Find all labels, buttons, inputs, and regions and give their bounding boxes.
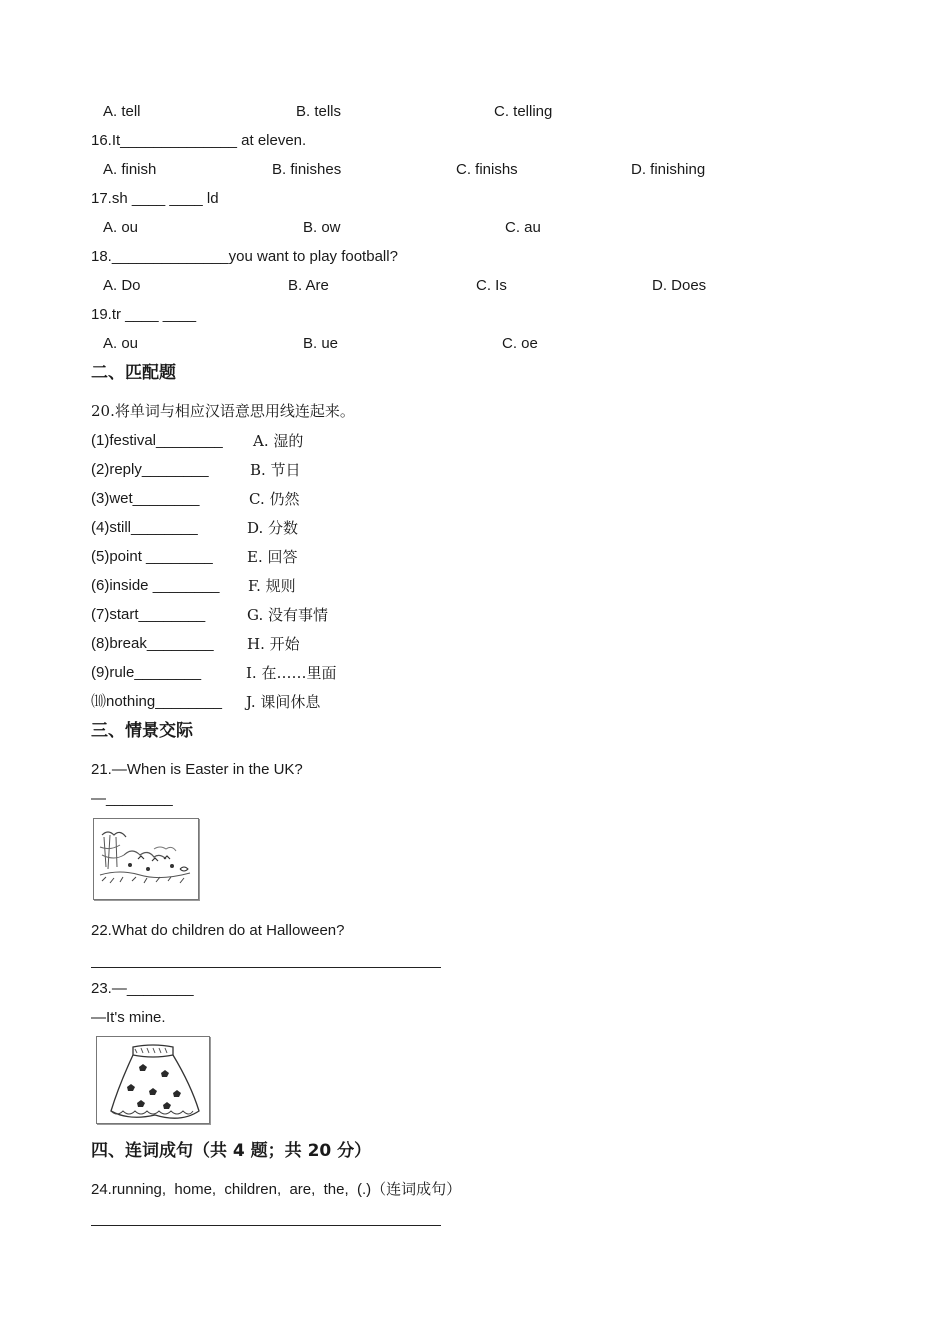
q22-stem: 22.What do children do at Halloween? [91,922,345,939]
match-left-9[interactable]: (9)rule________ [91,664,202,681]
match-right-j[interactable]: J. 课间休息 [246,693,321,711]
match-left-7[interactable]: (7)start________ [91,606,206,623]
q17-option-c[interactable]: C. au [505,219,541,236]
match-right-d[interactable]: D. 分数 [247,519,299,537]
q21-stem: 21.—When is Easter in the UK? [91,761,303,778]
easter-spring-scene-image [93,818,199,900]
match-right-i[interactable]: I. 在……里面 [246,664,337,682]
spring-scene-sketch [94,819,198,899]
match-left-8[interactable]: (8)break________ [91,635,214,652]
q17-stem: 17.sh ____ ____ ld [91,190,219,207]
match-right-h[interactable]: H. 开始 [247,635,300,653]
skirt-sketch [97,1037,209,1123]
match-right-c[interactable]: C. 仍然 [249,490,300,508]
section-3-heading: 三、情景交际 [91,721,193,741]
q16-option-a[interactable]: A. finish [103,161,157,178]
match-left-10[interactable]: ⑽nothing________ [91,693,222,710]
match-right-b[interactable]: B. 节日 [250,461,301,479]
q16-option-d[interactable]: D. finishing [631,161,706,178]
q15-option-a[interactable]: A. tell [103,103,141,120]
match-left-2[interactable]: (2)reply________ [91,461,209,478]
q18-stem: 18.______________you want to play football? [91,248,398,265]
match-left-5[interactable]: (5)point ________ [91,548,213,565]
q18-option-d[interactable]: D. Does [652,277,707,294]
q16-option-c[interactable]: C. finishs [456,161,518,178]
q18-option-c[interactable]: C. Is [476,277,507,294]
skirt-image [96,1036,210,1124]
q16-stem: 16.It______________ at eleven. [91,132,307,149]
section-2-heading: 二、匹配题 [91,363,176,383]
q19-option-b[interactable]: B. ue [303,335,339,352]
match-left-1[interactable]: (1)festival________ [91,432,223,449]
match-left-4[interactable]: (4)still________ [91,519,198,536]
q19-option-a[interactable]: A. ou [103,335,139,352]
q24-answer-line[interactable] [91,1225,441,1226]
match-right-g[interactable]: G. 没有事情 [247,606,328,624]
q18-option-a[interactable]: A. Do [103,277,141,294]
match-right-e[interactable]: E. 回答 [247,548,298,566]
q21-answer-blank[interactable]: —________ [91,790,173,807]
q19-stem: 19.tr ____ ____ [91,306,197,323]
q24-stem: 24.running, home, children, are, the, (.)（连词成句） [91,1181,462,1198]
q16-option-b[interactable]: B. finishes [272,161,342,178]
q19-option-c[interactable]: C. oe [502,335,538,352]
q23-stem[interactable]: 23.—________ [91,980,194,997]
match-left-6[interactable]: (6)inside ________ [91,577,220,594]
q15-option-c[interactable]: C. telling [494,103,553,120]
section-4-heading: 四、连词成句（共 4 题；共 20 分） [91,1141,372,1161]
match-left-3[interactable]: (3)wet________ [91,490,200,507]
q17-option-b[interactable]: B. ow [303,219,341,236]
q22-answer-line[interactable] [91,967,441,968]
q17-option-a[interactable]: A. ou [103,219,139,236]
match-right-f[interactable]: F. 规则 [248,577,296,595]
match-right-a[interactable]: A. 湿的 [253,432,304,450]
q15-option-b[interactable]: B. tells [296,103,342,120]
q23-reply: —It's mine. [91,1009,166,1026]
q20-stem: 20.将单词与相应汉语意思用线连起来。 [91,402,355,420]
q18-option-b[interactable]: B. Are [288,277,329,294]
